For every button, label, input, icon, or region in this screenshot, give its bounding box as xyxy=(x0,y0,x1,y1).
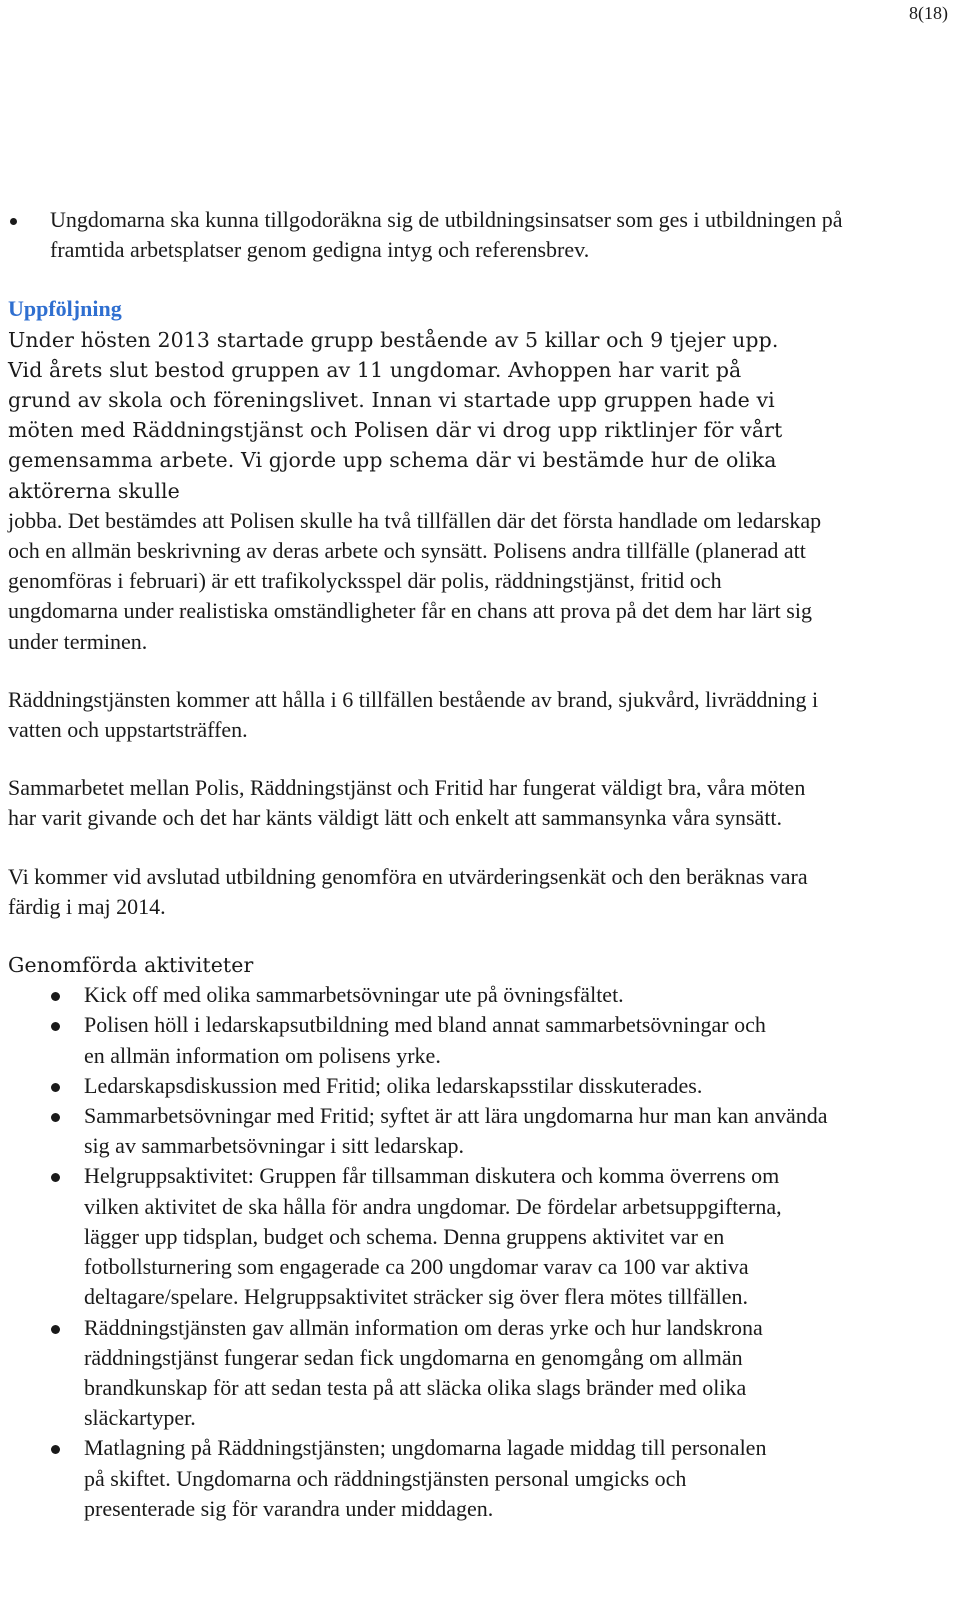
body-paragraph: jobba. Det bestämdes att Polisen skulle ha två tillfällen där det första handlade om ledarskap och en allmän beskrivning av deras arbete och synsätt. Polisens andra tillfälle (planerad att genomföras i februari) är ett trafikolycksspel där polis, räddningstjänst, fritid och ungdomarna under realistiska omständligheter får en chans att prova på det dem har lärt sig under terminen. xyxy=(8,507,822,654)
body-paragraph: Räddningstjänsten kommer att hålla i 6 tillfällen bestående av brand, sjukvård, livräddning i vatten och uppstartsträffen. xyxy=(8,686,819,743)
bullet-icon xyxy=(51,1113,60,1122)
list-item xyxy=(8,1313,804,1434)
list-item-text: Kick off med olika sammarbetsövningar ute på övningsfältet. xyxy=(84,982,624,1008)
body-paragraph: Vi kommer vid avslutad utbildning genomföra en utvärderingsenkät och den beräknas vara färdig i maj 2014. xyxy=(8,863,808,919)
list-item xyxy=(8,1161,804,1312)
list-item xyxy=(8,1010,774,1070)
body-paragraph: Sammarbetet mellan Polis, Räddningstjänst och Fritid har fungerat väldigt bra, våra möten har varit givande och det har känts väldigt lätt och enkelt att sammansynka våra synsätt. xyxy=(8,775,806,831)
list-item-text: Sammarbetsövningar med Fritid; syftet är att lära ungdomarna hur man kan använda sig av sammarbetsövningar i sitt ledarskap. xyxy=(84,1103,828,1159)
bullet-icon xyxy=(51,992,60,1001)
list-item xyxy=(8,1433,789,1524)
list-item-text: Ungdomarna ska kunna tillgodoräkna sig de utbildningsinsatser som ges i utbildningen på framtida arbetsplatser genom gedigna intyg och referensbrev. xyxy=(50,207,843,263)
page-number: 8(18) xyxy=(909,3,948,23)
list-item-text: Matlagning på Räddningstjänsten; ungdomarna lagade middag till personalen på skiftet. Ungdomarna och räddningstjänsten personal umgicks och presenterade sig för varandra under middagen. xyxy=(84,1435,767,1521)
list-item xyxy=(8,205,848,265)
activities-list xyxy=(8,980,848,1524)
bullet-icon xyxy=(51,1173,60,1182)
body-paragraph: Under hösten 2013 startade grupp bestående av 5 killar och 9 tjejer upp. Vid årets slut bestod gruppen av 11 ungdomar. Avhoppen har varit på grund av skola och föreningslivet. Innan vi startade upp gruppen hade vi möten med Räddningstjänst och Polisen där vi drog upp riktlinjer för vårt gemensamma arbete. Vi gjorde upp schema där vi bestämde hur de olika aktörerna skulle xyxy=(8,327,783,503)
bullet-icon xyxy=(51,1325,60,1334)
section-heading: Uppföljning xyxy=(8,296,122,322)
bullet-icon xyxy=(51,1083,60,1092)
list-item-text: Polisen höll i ledarskapsutbildning med bland annat sammarbetsövningar och en allmän information om polisens yrke. xyxy=(84,1012,766,1068)
list-item xyxy=(8,1071,834,1101)
bullet-icon xyxy=(51,1022,60,1031)
list-item-text: Ledarskapsdiskussion med Fritid; olika ledarskapsstilar disskuterades. xyxy=(84,1072,703,1098)
bullet-icon xyxy=(10,218,17,225)
list-item xyxy=(8,1101,829,1161)
bullet-icon xyxy=(51,1445,60,1454)
list-item-text: Räddningstjänsten gav allmän information om deras yrke och hur landskrona räddningstjänst fungerar sedan fick ungdomarna en genomgång om allmän brandkunskap för att sedan testa på att släcka olika slags bränder med olika släckartyper. xyxy=(84,1314,763,1431)
activities-heading: Genomförda aktiviteter xyxy=(8,953,254,978)
document-body xyxy=(8,205,848,1524)
intro-bullet-list xyxy=(8,205,848,265)
list-item xyxy=(8,980,774,1010)
list-item-text: Helgruppsaktivitet: Gruppen får tillsamman diskutera och komma överrens om vilken aktivitet de ska hålla för andra ungdomar. De fördelar arbetsuppgifterna, lägger upp tidsplan, budget och schema. Denna gruppens aktivitet var en fotbollsturnering som engagerade ca 200 ungdomar varav ca 100 var aktiva deltagare/spelare. Helgruppsaktivitet sträcker sig över flera mötes tillfällen. xyxy=(84,1163,782,1310)
